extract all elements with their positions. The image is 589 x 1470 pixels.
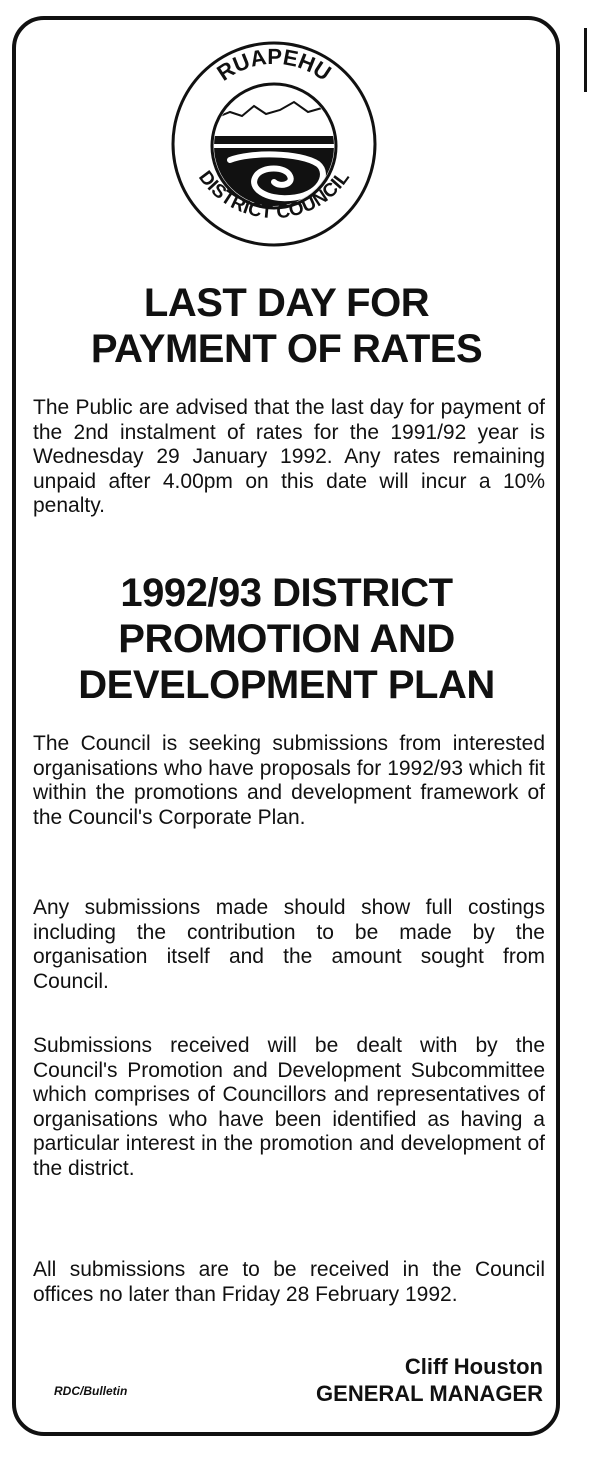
plan-heading-line-3: DEVELOPMENT PLAN: [78, 663, 495, 707]
plan-heading-line-2: PROMOTION AND: [118, 617, 455, 661]
rates-heading: [24, 280, 549, 372]
rates-heading-line-1: LAST DAY FOR: [143, 281, 430, 325]
council-seal-logo: [170, 40, 378, 248]
rates-heading-line-2: PAYMENT OF RATES: [90, 327, 483, 371]
page-edge-mark: [584, 28, 587, 92]
rates-notice-body: The Public are advised that the last day for payment of the 2nd instalment of rates for the 1991/92 year is Wednesday 29 January 1992. Any rates remaining unpaid after 4.00pm on this date will incur a 10% penalty.: [33, 396, 545, 517]
publication-reference: RDC/Bulletin: [54, 1384, 128, 1398]
signatory-name: Cliff Houston: [404, 1354, 543, 1379]
plan-heading: [24, 570, 549, 708]
signatory-title: GENERAL MANAGER: [316, 1381, 543, 1406]
plan-paragraph-1: The Council is seeking submissions from interested organisations who have proposals for 1992/93 which fit within the promotions and development framework of the Council's Corporate Plan.: [33, 732, 545, 829]
plan-paragraph-3: Submissions received will be dealt with by the Council's Promotion and Development Subcommittee which comprises of Councillors and representatives of organisations who have been identified as having a particular interest in the promotion and development of the district.: [33, 1034, 545, 1180]
logo-top-text: RUAPEHU: [212, 43, 336, 86]
logo-bottom-text: DISTRICT COUNCIL: [194, 167, 354, 224]
plan-paragraph-2: Any submissions made should show full costings including the contribution to be made by the organisation itself and the amount sought from Council.: [33, 896, 545, 993]
plan-paragraph-4: All submissions are to be received in the Council offices no later than Friday 28 February 1992.: [33, 1258, 545, 1306]
plan-heading-line-1: 1992/93 DISTRICT: [120, 571, 453, 615]
